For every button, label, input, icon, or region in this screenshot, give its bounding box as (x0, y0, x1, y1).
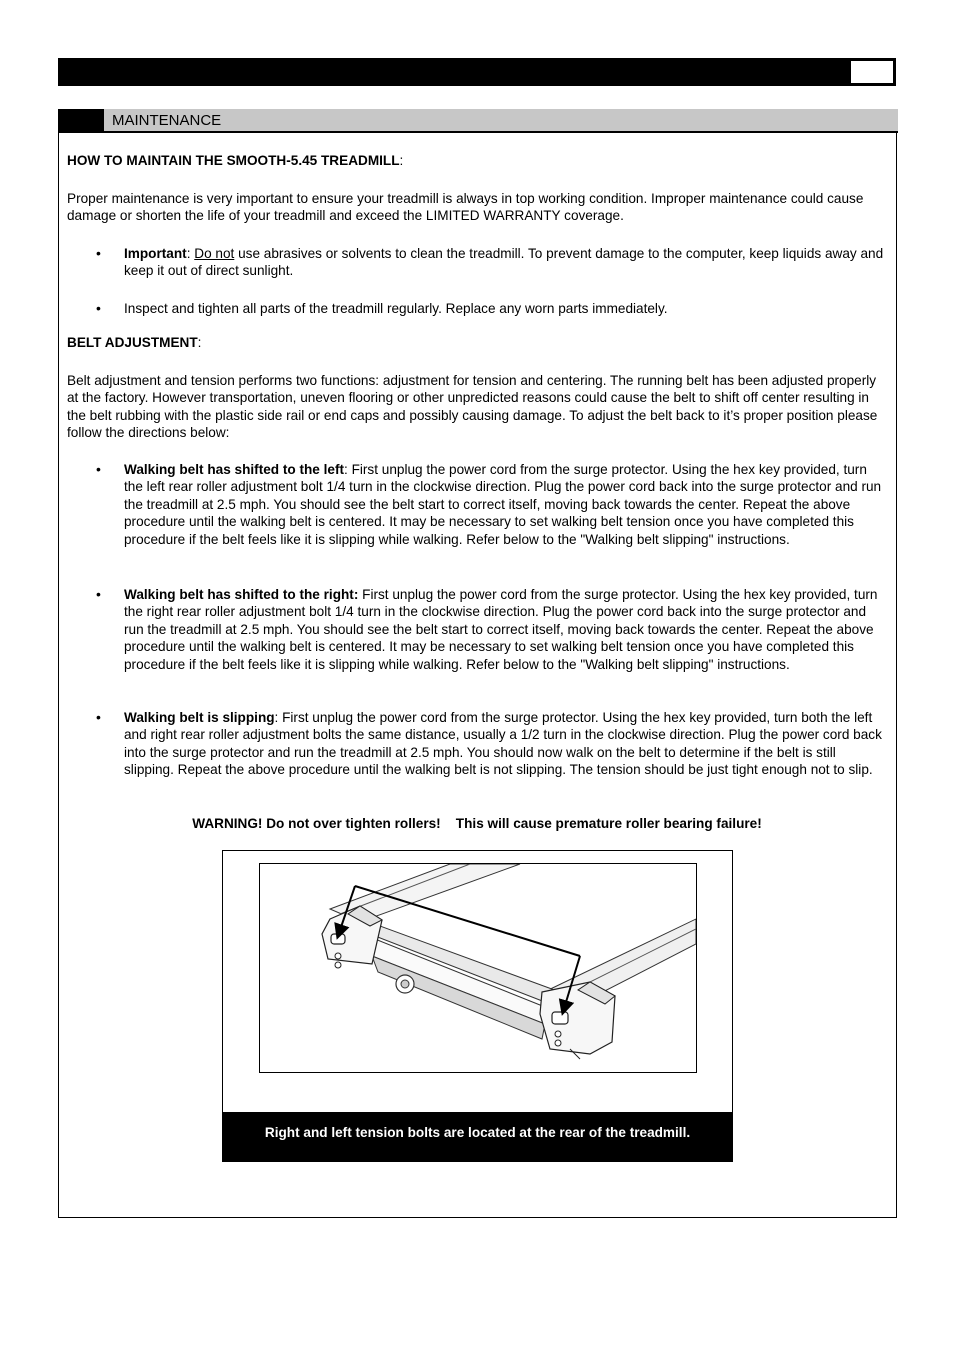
intro-heading-line: HOW TO MAINTAIN THE SMOOTH-5.45 TREADMILL: (67, 153, 404, 168)
bullet-dot: • (96, 300, 101, 316)
page-number-box (851, 61, 893, 83)
bullet-dot: • (96, 709, 101, 725)
belt-bullet-left: Walking belt has shifted to the left: First unplug the power cord from the surge protector. Using the hex key provided, turn the left rear roller adjustment bolt 1/4 turn in the clockwise direction. Plug the power cord back into the surge protector and run the treadmill at 2.5 mph. You should see the belt start to correct itself, moving back towards the center. Repeat the above procedure until the walking belt is centered. It may be necessary to set walking belt tension once you have completed this procedure if the belt feels like it is slipping while walking. Refer below to the "Walking belt slipping" instructions. (124, 462, 882, 547)
belt-paragraph: Belt adjustment and tension performs two functions: adjustment for tension and centering. The running belt has been adjusted properly at the factory. However transportation, uneven flooring or other unpredicted reasons could cause the belt to shift off center resulting in the belt rubbing with the plastic side rail or end caps and possibly causing damage. To adjust the belt back to it’s proper position please follow the directions below: (67, 373, 878, 441)
treadmill-rear-illustration (259, 863, 697, 1073)
bullet-dot: • (96, 245, 101, 261)
warning-text: WARNING! Do not over tighten rollers! This will cause premature roller bearing failure! (192, 816, 762, 831)
care-bullet-important: Important: Do not use abrasives or solvents to clean the treadmill. To prevent damage to the computer, keep liquids away and keep it out of direct sunlight. (124, 246, 884, 279)
intro-paragraph: Proper maintenance is very important to ensure your treadmill is always in top working condition. Improper maintenance could cause damage or shorten the life of your treadmill and exceed the LIMITED WARRANTY coverage. (67, 191, 864, 224)
belt-heading-line: BELT ADJUSTMENT: (67, 335, 202, 350)
page-header-bar (58, 58, 896, 86)
belt-heading: BELT ADJUSTMENT (67, 335, 198, 350)
section-title: MAINTENANCE (112, 112, 222, 129)
section-header (58, 109, 898, 133)
belt-bullet-slipping: Walking belt is slipping: First unplug the power cord from the surge protector. Using the hex key provided, turn both the left and right rear roller adjustment bolts the same distance, usually a 1/2 turn in the clockwise direction. Plug the power cord back into the surge protector and run the treadmill at 2.5 mph. You should now walk on the belt to determine if the belt is still slipping. Repeat the above procedure until the walking belt is not slipping. The tension should be just tight enough not to slip. (124, 710, 882, 778)
belt-bullet-right: Walking belt has shifted to the right: First unplug the power cord from the surge protector. Using the hex key provided, turn the right rear roller adjustment bolt 1/4 turn in the clockwise direction. Plug the power cord back into the surge protector and run the treadmill at 2.5 mph. You should see the belt start to correct itself, moving back towards the center. Repeat the above procedure until the walking belt is centered. It may be necessary to set walking belt tension once you have completed this procedure if the belt feels like it is slipping while walking. Refer below to the "Walking belt slipping" instructions. (124, 587, 878, 672)
care-bullet-inspect: Inspect and tighten all parts of the treadmill regularly. Replace any worn parts immediately. (124, 301, 668, 316)
bullet-dot: • (96, 586, 101, 602)
intro-heading: HOW TO MAINTAIN THE SMOOTH-5.45 TREADMILL (67, 153, 400, 168)
bullet-dot: • (96, 461, 101, 477)
section-header-tab (58, 109, 104, 131)
treadmill-rear-drawing (260, 864, 696, 1072)
figure-caption: Right and left tension bolts are located at the rear of the treadmill. (222, 1112, 733, 1162)
